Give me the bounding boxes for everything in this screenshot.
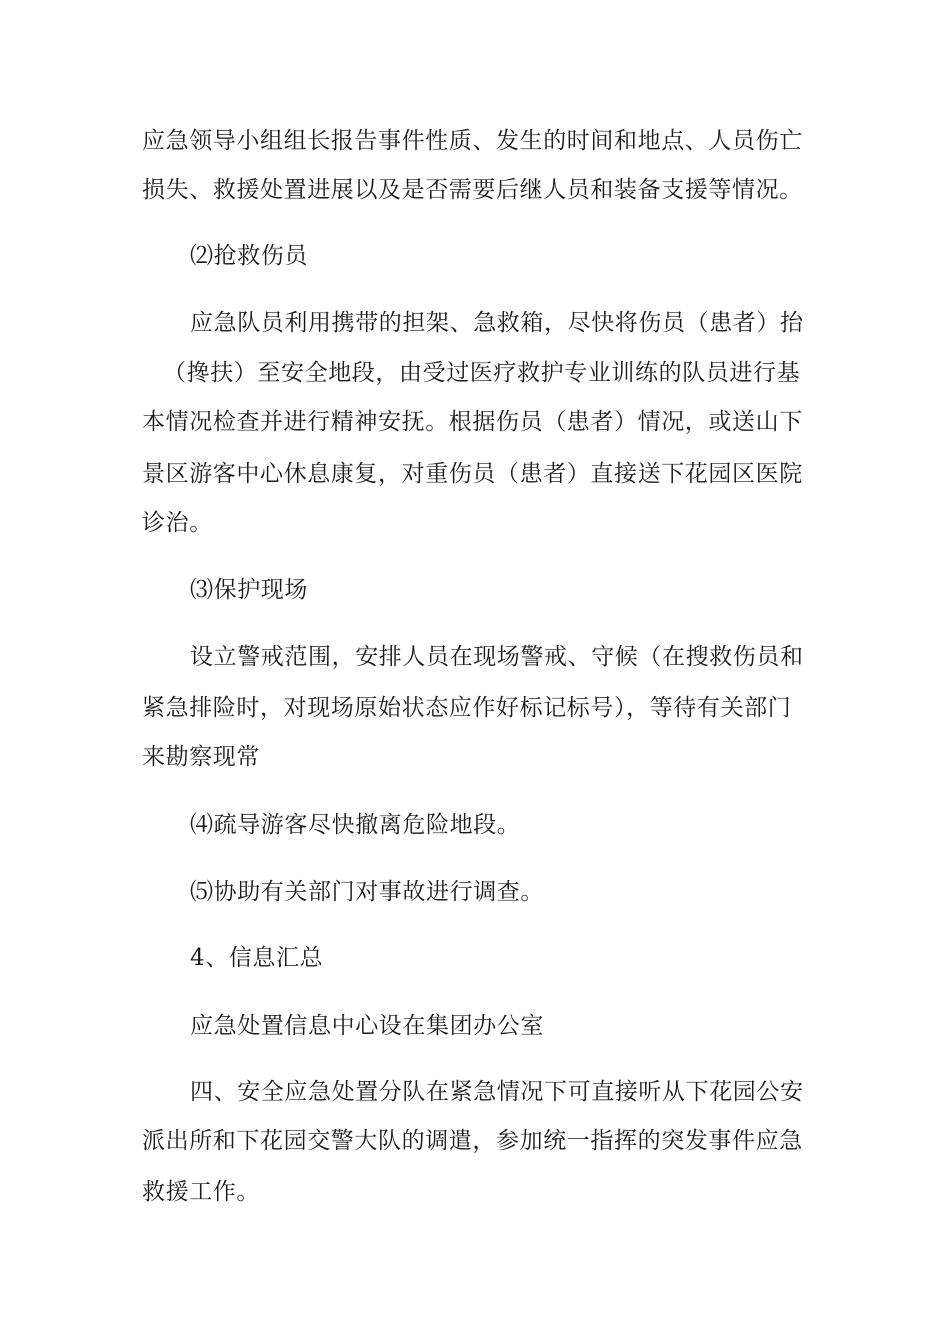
- paragraph-line: 应急队员利用携带的担架、急救箱，尽快将伤员（患者）抬: [190, 310, 804, 336]
- paragraph-line: 四、安全应急处置分队在紧急情况下可直接听从下花园公安: [190, 1079, 804, 1105]
- paragraph-line: （搀扶）至安全地段，由受过医疗救护专业训练的队员进行基: [163, 360, 801, 386]
- section-heading-protect-scene: ⑶保护现场: [190, 577, 308, 603]
- paragraph-line: 紧急排险时，对现场原始状态应作好标记标号），等待有关部门: [142, 695, 792, 721]
- paragraph-line: 来勘察现常: [142, 744, 260, 770]
- list-item-investigate: ⑸协助有关部门对事故进行调查。: [190, 879, 544, 905]
- list-item-evacuate: ⑷疏导游客尽快撤离危险地段。: [190, 812, 521, 838]
- paragraph-line: 救援工作。: [142, 1179, 260, 1205]
- paragraph-line: 诊治。: [142, 510, 213, 536]
- paragraph-line: 景区游客中心休息康复，对重伤员（患者）直接送下花园区医院: [142, 461, 803, 487]
- paragraph-line: 设立警戒范围，安排人员在现场警戒、守候（在搜救伤员和: [190, 644, 804, 670]
- paragraph-line: 损失、救援处置进展以及是否需要后继人员和装备支援等情况。: [142, 177, 803, 203]
- paragraph-line: 本情况检查并进行精神安抚。根据伤员（患者）情况，或送山下: [142, 409, 803, 435]
- section-heading-info-summary: 4、信息汇总: [190, 945, 324, 971]
- paragraph-line: 应急处置信息中心设在集团办公室: [190, 1013, 544, 1039]
- paragraph-line: 派出所和下花园交警大队的调遣，参加统一指挥的突发事件应急: [142, 1128, 803, 1154]
- section-heading-rescue: ⑵抢救伤员: [190, 243, 308, 269]
- paragraph-line: 应急领导小组组长报告事件性质、发生的时间和地点、人员伤亡: [142, 128, 803, 154]
